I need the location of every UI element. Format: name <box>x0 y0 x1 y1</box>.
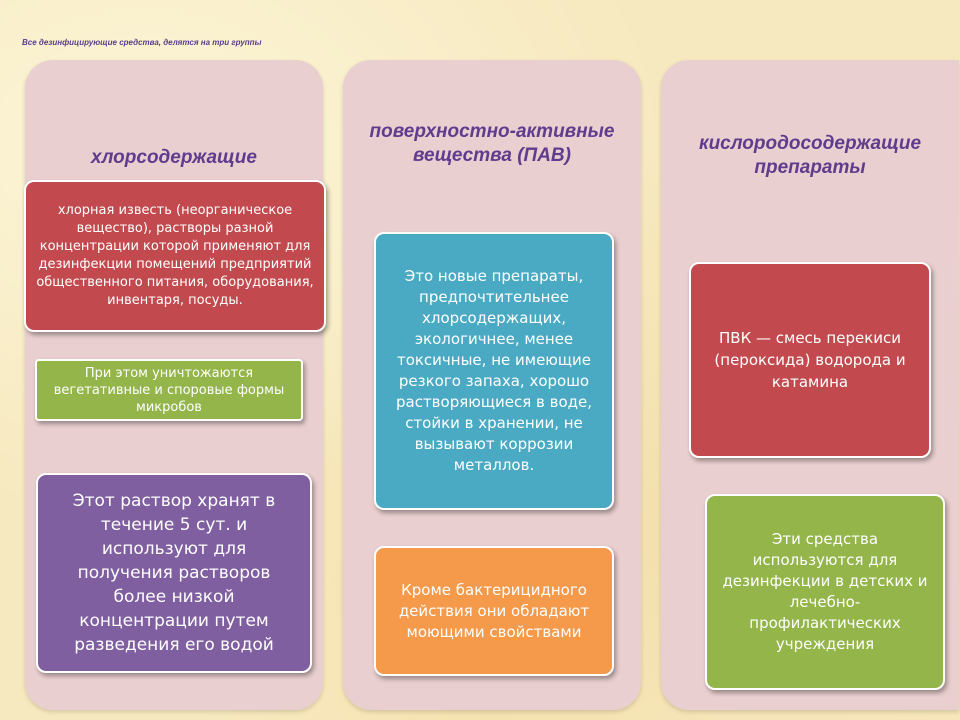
box-surfactants-description: Это новые препараты, предпочтительнее хлорсодержащих, экологичнее, менее токсичные, не имеющие резкого запаха, хорошо растворяющиеся в воде, стойки в хранении, не вызывают коррозии металлов. <box>374 232 614 510</box>
box-chlorine-storage: Этот раствор хранят в течение 5 сут. и используют для получения растворов более низкой концентрации путем разведения его водой <box>36 473 312 673</box>
slide-title: Все дезинфицирующие средства, делятся на три группы <box>22 38 262 47</box>
box-oxygen-usage: Эти средства используются для дезинфекции в детских и лечебно-профилактических учреждения <box>705 494 945 690</box>
box-chlorine-effect: При этом уничтожаются вегетативные и споровые формы микробов <box>35 359 303 421</box>
box-surfactants-properties: Кроме бактерицидного действия они обладают моющими свойствами <box>374 546 614 676</box>
box-chlorine-description: хлорная известь (неорганическое вещество), растворы разной концентрации которой применяют для дезинфекции помещений предприятий общественного питания, оборудования, инвентаря, посуды. <box>24 180 326 332</box>
heading-surfactants: поверхностно-активные вещества (ПАВ) <box>369 121 615 166</box>
heading-oxygen: кислородосодержащие препараты <box>698 133 922 178</box>
box-oxygen-pvk: ПВК — смесь перекиси (пероксида) водорода и катамина <box>689 262 931 458</box>
heading-chlorine: хлорсодержащие <box>91 147 257 168</box>
